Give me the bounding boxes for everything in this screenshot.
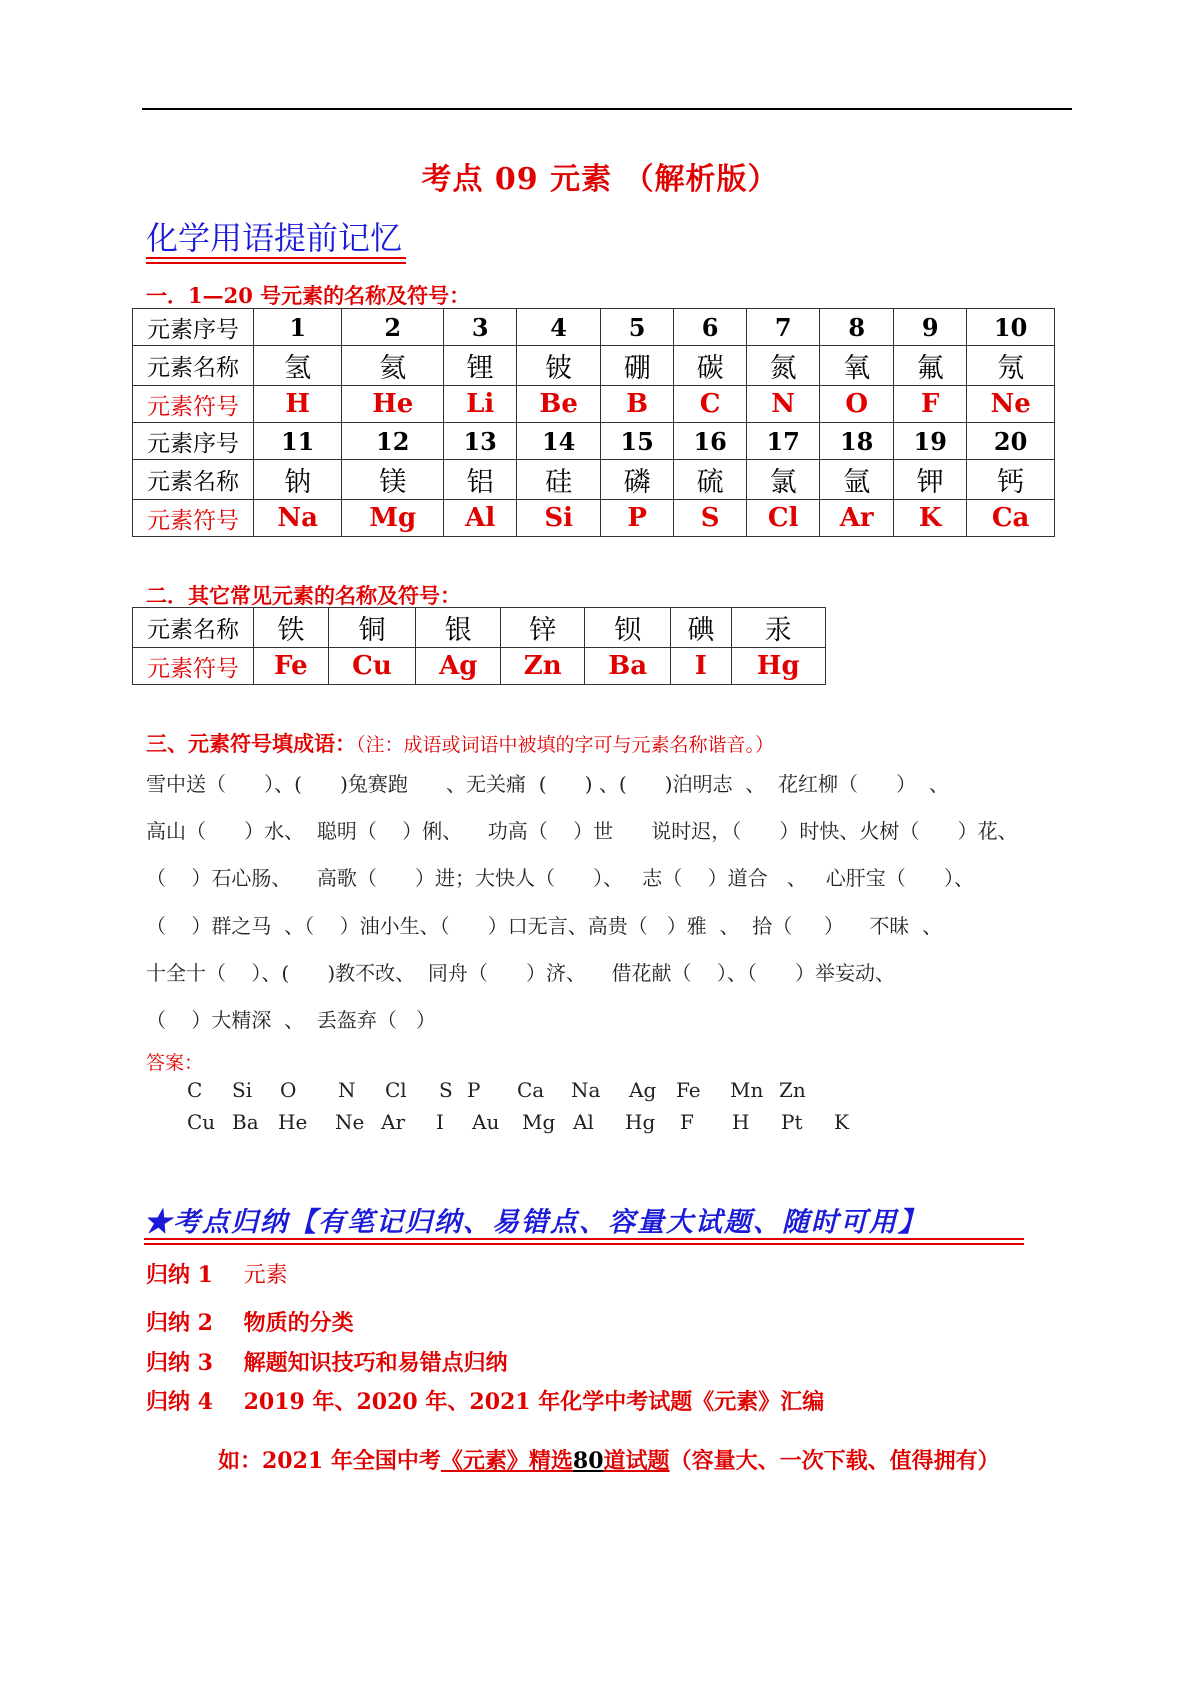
element-number: 20 bbox=[967, 423, 1055, 460]
element-symbol: Be bbox=[517, 386, 601, 423]
row-label: 元素序号 bbox=[133, 423, 254, 460]
answer-symbol: I bbox=[436, 1110, 444, 1134]
element-name: 氖 bbox=[967, 346, 1055, 386]
element-symbol: Ca bbox=[967, 500, 1055, 537]
heading-underline bbox=[146, 257, 406, 259]
summary-item-label: 归纳 4 bbox=[146, 1389, 213, 1415]
element-symbol: C bbox=[674, 386, 747, 423]
answer-symbol: Ne bbox=[335, 1110, 365, 1134]
idiom-line: 高山（ ）水、 聪明（ ）俐、 功高（ ）世 说时迟，（ ）时快、火树（ ）花、 bbox=[146, 819, 1018, 843]
answer-symbol: Cl bbox=[385, 1078, 407, 1102]
element-name: 铝 bbox=[444, 460, 517, 500]
summary-item-text: 物质的分类 bbox=[243, 1310, 354, 1336]
element-name: 氢 bbox=[254, 346, 342, 386]
row-label: 元素符号 bbox=[133, 386, 254, 423]
element-name: 铜 bbox=[328, 608, 416, 648]
summary-item-label: 归纳 2 bbox=[146, 1310, 213, 1336]
idiom-line: （ ）大精深 、 丢盔弃（ ） bbox=[146, 1008, 436, 1032]
summary-item bbox=[146, 1306, 354, 1337]
element-name: 氧 bbox=[820, 346, 894, 386]
summary-underline bbox=[144, 1243, 1024, 1245]
element-name: 硼 bbox=[601, 346, 674, 386]
answer-symbol: Mn bbox=[730, 1078, 764, 1102]
element-number: 2 bbox=[342, 309, 444, 346]
element-name: 锌 bbox=[501, 608, 585, 648]
element-symbol: H bbox=[254, 386, 342, 423]
element-symbol: Ne bbox=[967, 386, 1055, 423]
answer-symbol: Ba bbox=[232, 1110, 259, 1134]
promo-count: 80 bbox=[572, 1448, 604, 1474]
element-name: 银 bbox=[416, 608, 501, 648]
element-name: 钡 bbox=[585, 608, 671, 648]
element-symbol: I bbox=[671, 648, 731, 685]
answer-symbol: He bbox=[278, 1110, 308, 1134]
section3-note: （注：成语或词语中被填的字可与元素名称谐音。） bbox=[356, 734, 775, 756]
element-name: 磷 bbox=[601, 460, 674, 500]
element-symbol: F bbox=[894, 386, 967, 423]
promo-link[interactable]: 道 bbox=[603, 1448, 626, 1474]
element-symbol: Cl bbox=[747, 500, 820, 537]
element-symbol: Hg bbox=[731, 648, 825, 685]
row-label: 元素序号 bbox=[133, 309, 254, 346]
other-elements-table bbox=[132, 607, 826, 685]
element-number: 7 bbox=[747, 309, 820, 346]
element-number: 16 bbox=[674, 423, 747, 460]
element-symbol: P bbox=[601, 500, 674, 537]
summary-item-text: 解题知识技巧和易错点归纳 bbox=[243, 1350, 508, 1376]
answer-symbol: Al bbox=[573, 1110, 594, 1134]
table-row bbox=[133, 386, 1055, 423]
heading-underline bbox=[146, 262, 406, 264]
element-symbol: Cu bbox=[328, 648, 416, 685]
answer-symbol: C bbox=[187, 1078, 203, 1102]
top-rule bbox=[142, 108, 1072, 110]
promo-text: 如：2021 年全国中考 bbox=[218, 1448, 441, 1474]
element-number: 14 bbox=[517, 423, 601, 460]
promo-text: （容量大、一次下载、值得拥有） bbox=[669, 1448, 1000, 1474]
element-number: 19 bbox=[894, 423, 967, 460]
answer-symbol: Mg bbox=[522, 1110, 556, 1134]
answer-symbol: Ag bbox=[629, 1078, 657, 1102]
answer-symbol: Cu bbox=[187, 1110, 216, 1134]
table-row bbox=[133, 608, 826, 648]
table-row bbox=[133, 309, 1055, 346]
summary-item bbox=[146, 1346, 508, 1377]
summary-underline bbox=[144, 1238, 1024, 1240]
summary-item-text: 2019 年、2020 年、2021 年化学中考试题《元素》汇编 bbox=[243, 1389, 825, 1415]
answer-symbol: Ca bbox=[517, 1078, 545, 1102]
element-symbol: He bbox=[342, 386, 444, 423]
element-name: 硫 bbox=[674, 460, 747, 500]
row-label: 元素名称 bbox=[133, 460, 254, 500]
answer-symbol: O bbox=[280, 1078, 297, 1102]
element-symbol: K bbox=[894, 500, 967, 537]
answer-symbol: Zn bbox=[779, 1078, 806, 1102]
element-name: 钠 bbox=[254, 460, 342, 500]
element-name: 汞 bbox=[731, 608, 825, 648]
element-number: 18 bbox=[820, 423, 894, 460]
promo-link[interactable]: 试题 bbox=[625, 1448, 670, 1474]
answer-symbol: F bbox=[680, 1110, 694, 1134]
element-symbol: Zn bbox=[501, 648, 585, 685]
element-number: 8 bbox=[820, 309, 894, 346]
element-name: 氦 bbox=[342, 346, 444, 386]
element-number: 3 bbox=[444, 309, 517, 346]
answer-symbol: N bbox=[338, 1078, 356, 1102]
answer-symbol: Hg bbox=[625, 1110, 656, 1134]
row-label: 元素符号 bbox=[133, 500, 254, 537]
table-row bbox=[133, 648, 826, 685]
answer-symbol: Si bbox=[232, 1078, 253, 1102]
row-label: 元素符号 bbox=[133, 648, 254, 685]
answer-symbol: Na bbox=[571, 1078, 601, 1102]
answer-symbol: H bbox=[732, 1110, 750, 1134]
summary-item-text: 元素 bbox=[243, 1263, 288, 1288]
section3-heading: 三、元素符号填成语： bbox=[146, 731, 356, 756]
table-row bbox=[133, 346, 1055, 386]
answer-symbol: P bbox=[467, 1078, 481, 1102]
element-symbol: Mg bbox=[342, 500, 444, 537]
table-row bbox=[133, 460, 1055, 500]
idiom-line: （ ）石心肠、 高歌（ ）进；大快人（ ）、 志（ ）道合 、 心肝宝（ ）、 bbox=[146, 866, 974, 890]
element-number: 9 bbox=[894, 309, 967, 346]
section1-heading: 一．1—20 号元素的名称及符号： bbox=[146, 283, 471, 308]
summary-heading: ★考点归纳【有笔记归纳、易错点、容量大试题、随时可用】 bbox=[144, 1207, 927, 1238]
element-name: 氟 bbox=[894, 346, 967, 386]
element-symbol: Ar bbox=[820, 500, 894, 537]
element-number: 6 bbox=[674, 309, 747, 346]
element-number: 11 bbox=[254, 423, 342, 460]
summary-item-label: 归纳 1 bbox=[146, 1262, 213, 1288]
summary-item bbox=[146, 1385, 824, 1416]
element-name: 碘 bbox=[671, 608, 731, 648]
element-name: 氯 bbox=[747, 460, 820, 500]
promo-line[interactable] bbox=[218, 1444, 1000, 1475]
element-number: 5 bbox=[601, 309, 674, 346]
table-row bbox=[133, 500, 1055, 537]
element-symbol: Fe bbox=[254, 648, 329, 685]
element-symbol: B bbox=[601, 386, 674, 423]
promo-link[interactable]: 《元素》精选 bbox=[440, 1448, 573, 1474]
element-name: 氩 bbox=[820, 460, 894, 500]
element-symbol: Si bbox=[517, 500, 601, 537]
element-symbol: Ag bbox=[416, 648, 501, 685]
element-name: 镁 bbox=[342, 460, 444, 500]
idiom-line: 十全十（ ）、( )教不改、 同舟（ ）济、 借花献（ ）、（ ）举妄动、 bbox=[146, 961, 896, 985]
idiom-line: （ ）群之马 、（ ）油小生、（ ）口无言、高贵（ ）雅 、 拾（ ） 不昧 、 bbox=[146, 914, 943, 938]
element-number: 10 bbox=[967, 309, 1055, 346]
idiom-line: 雪中送（ ）、( )兔赛跑 、无关痛 ( ) 、( )泊明志 、 花红柳（ ） 、 bbox=[146, 772, 949, 796]
summary-item-label: 归纳 3 bbox=[146, 1350, 213, 1376]
element-number: 13 bbox=[444, 423, 517, 460]
section-heading-blue: 化学用语提前记忆 bbox=[146, 219, 403, 257]
element-number: 17 bbox=[747, 423, 820, 460]
element-name: 氮 bbox=[747, 346, 820, 386]
row-label: 元素名称 bbox=[133, 608, 254, 648]
element-number: 1 bbox=[254, 309, 342, 346]
answer-symbol: Pt bbox=[781, 1110, 803, 1134]
answer-label: 答案： bbox=[146, 1052, 204, 1074]
elements-1-20-table bbox=[132, 308, 1055, 537]
section3-heading-line bbox=[146, 728, 774, 758]
element-name: 钙 bbox=[967, 460, 1055, 500]
element-symbol: O bbox=[820, 386, 894, 423]
page-title: 考点 09 元素 （解析版） bbox=[421, 162, 779, 197]
section2-heading: 二．其它常见元素的名称及符号： bbox=[146, 583, 461, 608]
element-name: 铍 bbox=[517, 346, 601, 386]
answers-row-2 bbox=[180, 1110, 880, 1136]
element-symbol: Al bbox=[444, 500, 517, 537]
element-number: 4 bbox=[517, 309, 601, 346]
element-number: 12 bbox=[342, 423, 444, 460]
element-name: 硅 bbox=[517, 460, 601, 500]
row-label: 元素名称 bbox=[133, 346, 254, 386]
answer-symbol: Au bbox=[472, 1110, 500, 1134]
answer-symbol: K bbox=[834, 1110, 849, 1134]
answer-symbol: S bbox=[439, 1078, 453, 1102]
table-row bbox=[133, 423, 1055, 460]
element-name: 锂 bbox=[444, 346, 517, 386]
element-symbol: Na bbox=[254, 500, 342, 537]
element-name: 碳 bbox=[674, 346, 747, 386]
element-symbol: N bbox=[747, 386, 820, 423]
element-name: 铁 bbox=[254, 608, 329, 648]
answers-row-1 bbox=[180, 1078, 880, 1104]
element-number: 15 bbox=[601, 423, 674, 460]
element-name: 钾 bbox=[894, 460, 967, 500]
element-symbol: S bbox=[674, 500, 747, 537]
answer-symbol: Fe bbox=[676, 1078, 701, 1102]
element-symbol: Ba bbox=[585, 648, 671, 685]
element-symbol: Li bbox=[444, 386, 517, 423]
answer-symbol: Ar bbox=[381, 1110, 406, 1134]
summary-item bbox=[146, 1258, 288, 1289]
